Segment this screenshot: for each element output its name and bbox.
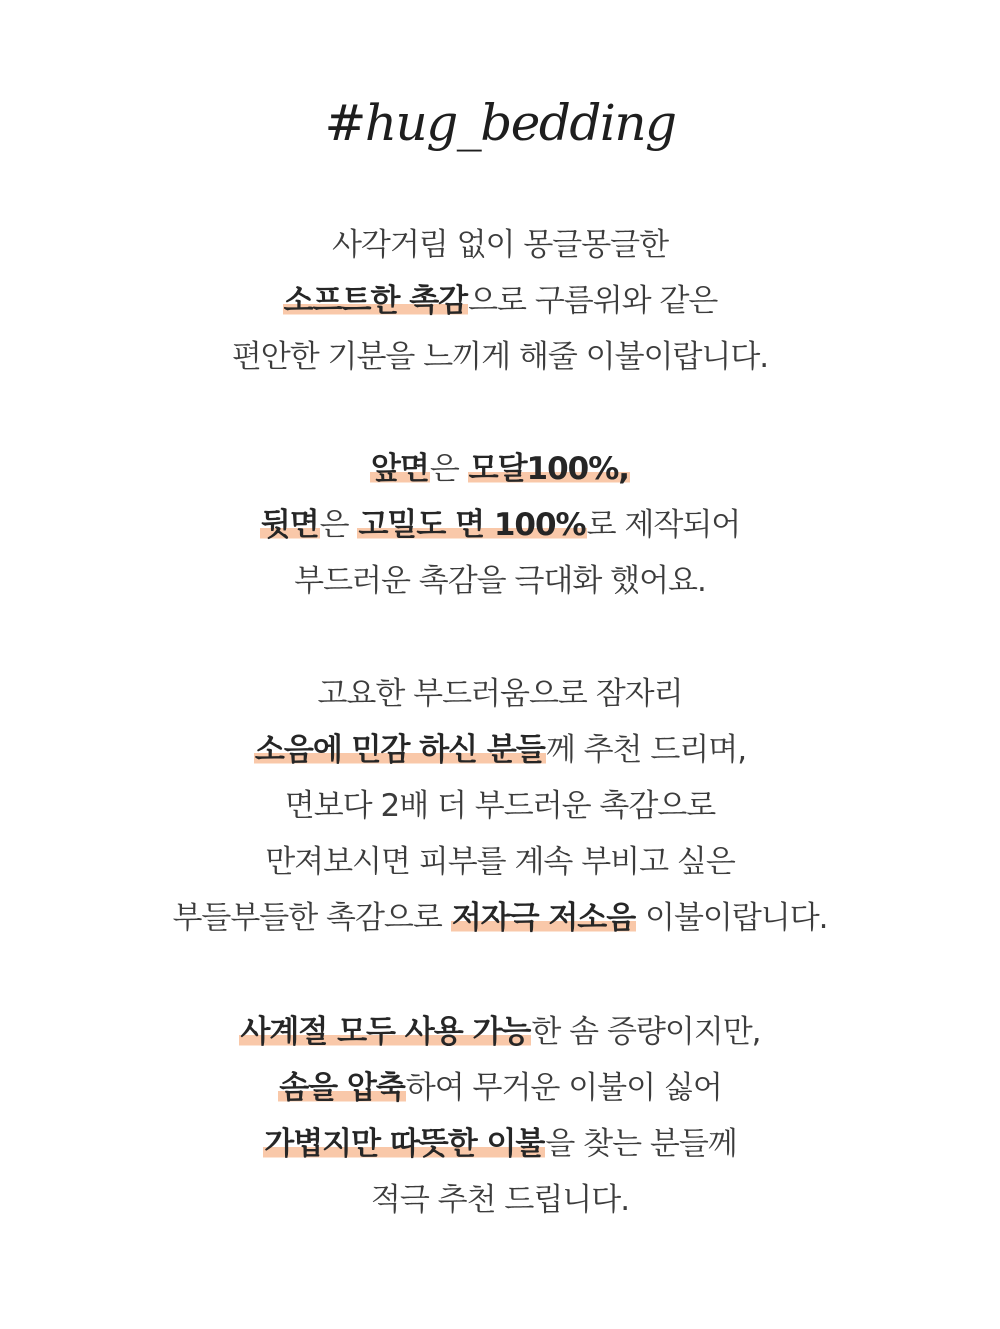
text-segment: 은	[319, 507, 358, 543]
text-segment: 사각거림 없이 몽글몽글한	[331, 227, 669, 263]
text-segment: 을 찾는 분들께	[545, 1126, 737, 1162]
paragraph-all-season	[0, 1004, 1000, 1228]
text-line	[0, 329, 1000, 385]
text-segment: 한 솜 증량이지만,	[531, 1014, 761, 1050]
highlighted-phrase: 솜을 압축	[279, 1070, 405, 1106]
paragraph-low-noise	[0, 666, 1000, 946]
text-line	[0, 778, 1000, 834]
text-segment: 하여 무거운 이불이 싫어	[405, 1070, 722, 1106]
text-line	[0, 1172, 1000, 1228]
text-segment: 께 추천 드리며,	[545, 732, 747, 768]
text-segment: 만져보시면 피부를 계속 부비고 싶은	[265, 844, 735, 880]
highlighted-phrase: 소음에 민감 하신 분들	[254, 732, 545, 768]
highlighted-phrase: 사계절 모두 사용 가능	[240, 1014, 531, 1050]
highlighted-phrase: 고밀도 면 100%	[358, 507, 586, 543]
highlighted-phrase: 뒷면	[260, 507, 319, 543]
text-segment: 면보다 2배 더 부드러운 촉감으로	[284, 788, 716, 824]
paragraph-material	[0, 441, 1000, 609]
text-segment: 부드러운 촉감을 극대화 했어요.	[294, 563, 706, 599]
text-segment: 적극 추천 드립니다.	[370, 1182, 630, 1218]
highlighted-phrase: 소프트한 촉감	[283, 283, 468, 319]
text-line	[0, 666, 1000, 722]
text-line	[0, 890, 1000, 946]
text-segment: 편안한 기분을 느끼게 해줄 이불이랍니다.	[231, 339, 769, 375]
highlighted-phrase: 저자극 저소음	[451, 900, 636, 936]
text-line	[0, 497, 1000, 553]
text-line	[0, 553, 1000, 609]
text-line	[0, 722, 1000, 778]
text-segment: 고요한 부드러움으로 잠자리	[317, 676, 683, 712]
text-line	[0, 217, 1000, 273]
paragraph-softness	[0, 217, 1000, 385]
text-segment: 로 제작되어	[586, 507, 741, 543]
text-line	[0, 273, 1000, 329]
highlighted-phrase: 모달100%,	[468, 451, 630, 487]
text-segment: 이불이랍니다.	[636, 900, 828, 936]
text-line	[0, 1004, 1000, 1060]
text-segment: 부들부들한 촉감으로	[172, 900, 451, 936]
text-line	[0, 441, 1000, 497]
text-line	[0, 1060, 1000, 1116]
highlighted-phrase: 앞면	[370, 451, 429, 487]
text-segment: 으로 구름위와 같은	[468, 283, 718, 319]
text-line	[0, 1116, 1000, 1172]
highlighted-phrase: 가볍지만 따뜻한 이불	[264, 1126, 545, 1162]
hashtag-heading: #hug_bedding	[324, 94, 676, 152]
text-line	[0, 834, 1000, 890]
text-segment: 은	[429, 451, 468, 487]
